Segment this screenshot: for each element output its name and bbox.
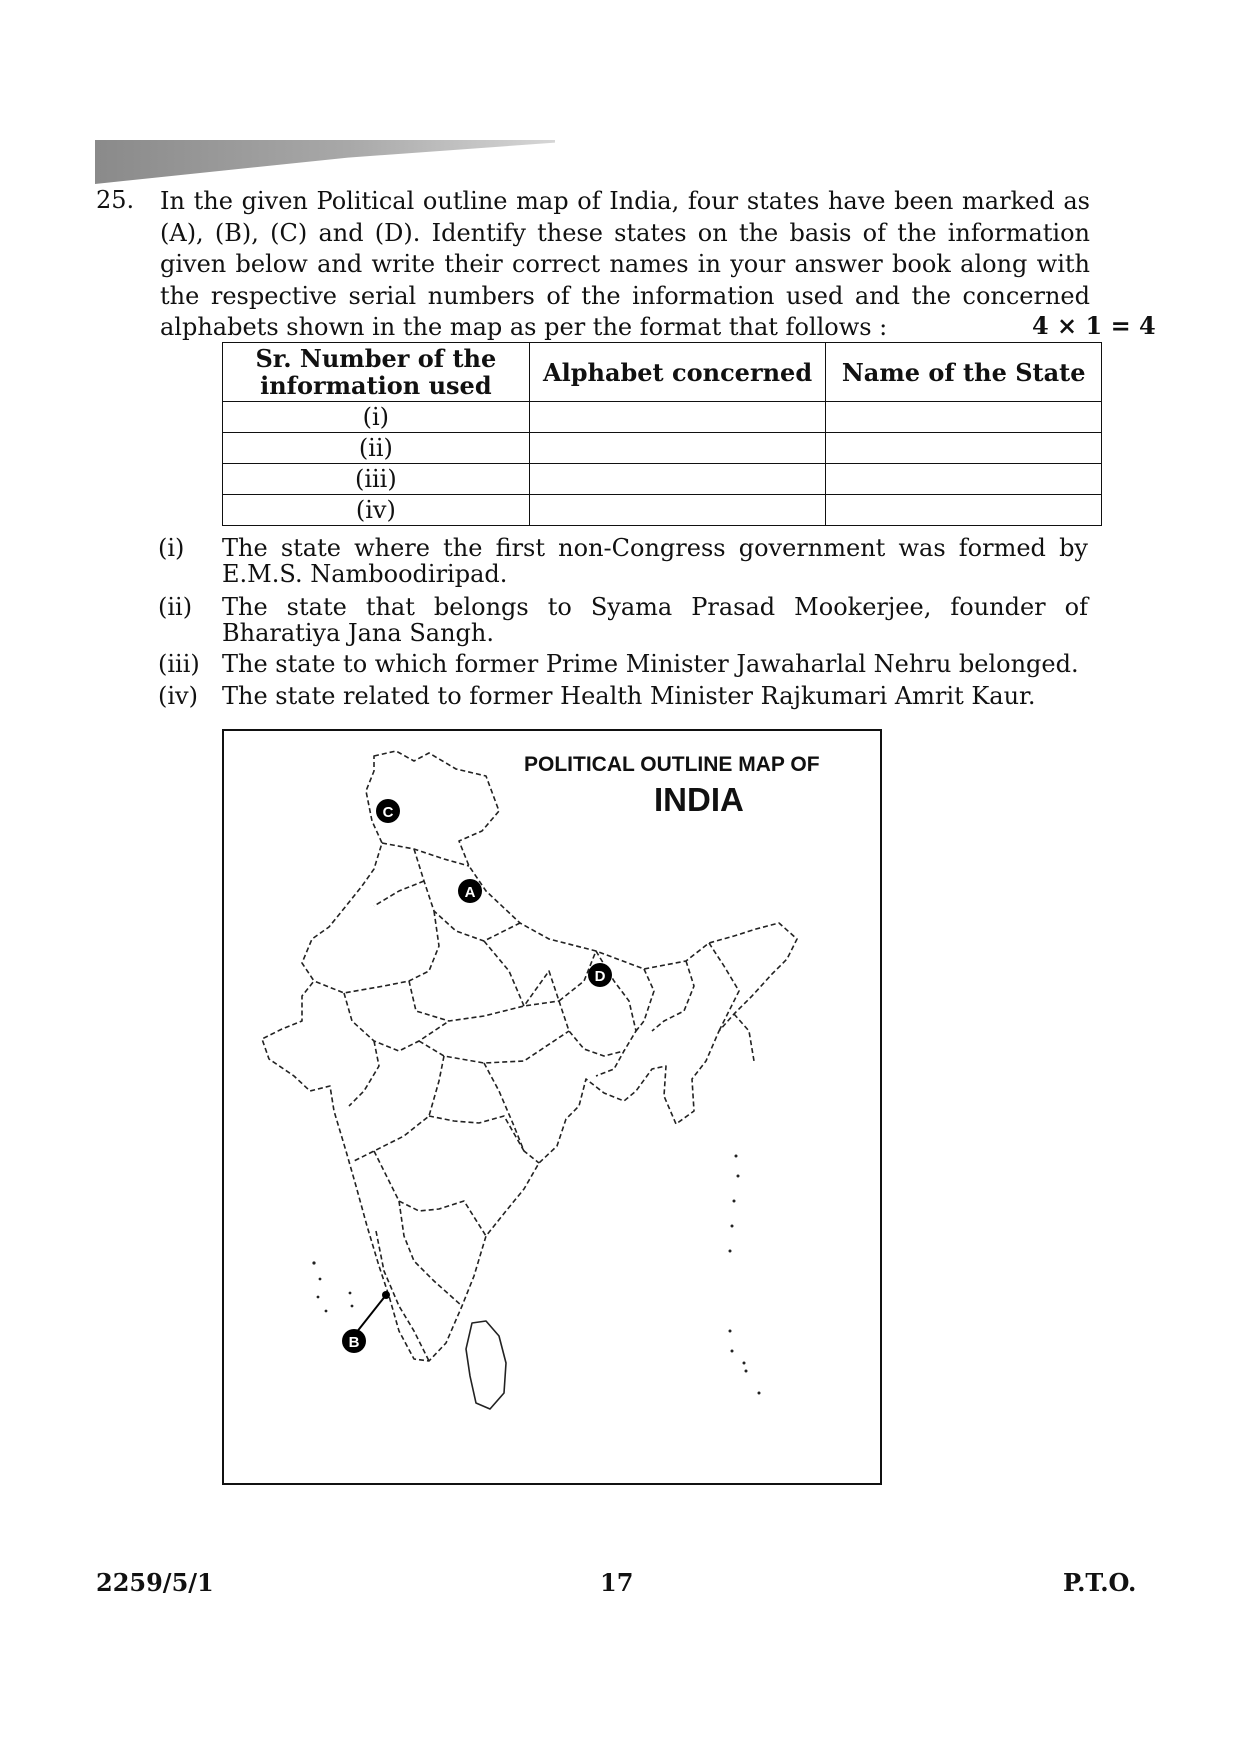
marker-a <box>458 879 482 903</box>
marker-c-label: C <box>382 804 394 821</box>
table-cell-sr: (iii) <box>223 464 530 495</box>
marker-b-label: B <box>348 1334 360 1351</box>
information-text: The state where the first non-Congress government was formed by E.M.S. Namboodiripad. <box>222 534 1088 588</box>
state-boundary <box>484 941 596 1006</box>
table-cell-alphabet <box>529 433 826 464</box>
state-boundary <box>354 1056 444 1161</box>
state-boundary <box>636 969 654 1031</box>
information-roman: (iii) <box>158 650 200 678</box>
marker-d-label: D <box>594 968 606 985</box>
question-body: In the given Political outline map of India, four states have been marked as (A), (B), (C) and (D). Identify these states on the basis of the information given below and write their correct names in your answer book along with the respective serial numbers of the information used and the concerned alphabets shown in the map as per the format that follows : <box>160 187 1090 341</box>
state-boundary <box>419 1031 569 1063</box>
india-outline-map <box>224 731 880 1483</box>
table-header-sr-number: Sr. Number of the information used <box>223 343 530 402</box>
marker-d <box>588 963 612 987</box>
question-text <box>160 186 1090 344</box>
table-cell-alphabet <box>529 464 826 495</box>
paper-code: 2259/5/1 <box>96 1568 214 1597</box>
question-number: 25. <box>96 186 135 214</box>
state-boundary <box>382 843 469 866</box>
answer-format-table <box>222 342 1102 526</box>
state-boundary <box>374 881 424 906</box>
table-row <box>223 464 1102 495</box>
state-boundary <box>734 1014 754 1061</box>
marker-c <box>376 799 400 823</box>
information-text: The state that belongs to Syama Prasad Mookerjee, founder of Bharatiya Jana Sangh. <box>222 593 1088 647</box>
state-boundary <box>399 1201 462 1306</box>
islands <box>312 1155 760 1395</box>
state-boundary <box>484 1063 539 1163</box>
map-title: POLITICAL OUTLINE MAP OF <box>524 753 820 776</box>
state-boundary <box>409 981 559 1021</box>
question-marks: 4 × 1 = 4 <box>1032 311 1156 340</box>
marker-a-label: A <box>464 884 476 901</box>
table-header-alphabet: Alphabet concerned <box>529 343 826 402</box>
state-boundary <box>349 1041 379 1106</box>
table-row <box>223 402 1102 433</box>
map-subtitle: INDIA <box>654 781 744 818</box>
information-text: The state to which former Prime Minister Jawaharlal Nehru belonged. <box>222 650 1079 678</box>
table-cell-sr: (i) <box>223 402 530 433</box>
page-number: 17 <box>600 1568 634 1597</box>
sri-lanka-outline <box>466 1321 506 1409</box>
state-boundary <box>429 1116 524 1151</box>
header-decoration-bar <box>95 140 555 184</box>
table-row <box>223 433 1102 464</box>
table-cell-state <box>826 464 1102 495</box>
india-map-frame <box>222 729 882 1485</box>
table-cell-alphabet <box>529 402 826 433</box>
table-cell-state <box>826 495 1102 526</box>
table-cell-alphabet <box>529 495 826 526</box>
information-roman: (i) <box>158 534 185 562</box>
state-boundary <box>344 993 449 1051</box>
india-border <box>262 751 797 1361</box>
information-roman: (ii) <box>158 593 193 621</box>
table-header-state-name: Name of the State <box>826 343 1102 402</box>
state-boundary <box>559 1001 624 1056</box>
marker-b <box>342 1291 390 1353</box>
information-text: The state related to former Health Minister Rajkumari Amrit Kaur. <box>222 682 1036 710</box>
state-boundary <box>374 1151 486 1236</box>
state-boundary <box>709 943 739 1031</box>
table-cell-sr: (ii) <box>223 433 530 464</box>
pto-label: P.T.O. <box>1063 1568 1137 1597</box>
table-cell-state <box>826 433 1102 464</box>
state-boundary <box>652 961 694 1031</box>
table-cell-sr: (iv) <box>223 495 530 526</box>
table-cell-state <box>826 402 1102 433</box>
information-roman: (iv) <box>158 682 198 710</box>
table-row <box>223 495 1102 526</box>
